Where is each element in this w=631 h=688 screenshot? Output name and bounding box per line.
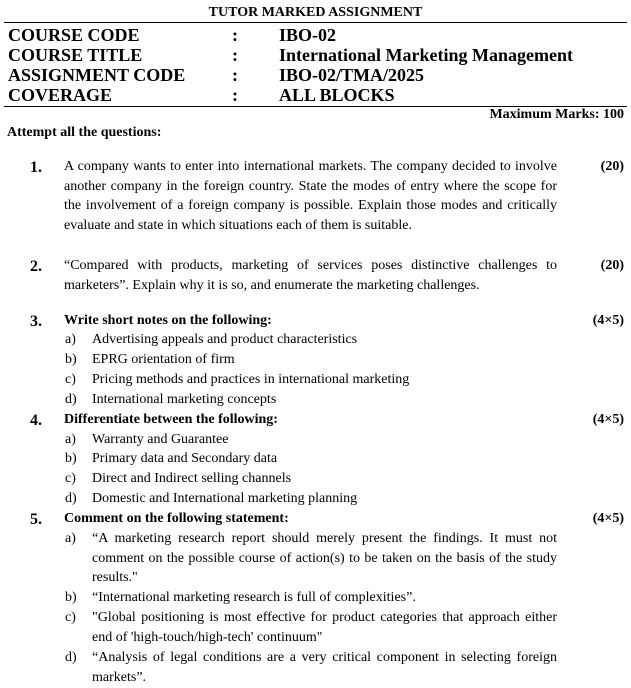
question-text: Comment on the following statement:: [64, 511, 289, 526]
item-label: c): [65, 610, 76, 625]
question-number: 2.: [30, 258, 42, 275]
item-text: “International marketing research is full of complexities”.: [92, 590, 416, 605]
question-text: “Compared with products, marketing of services poses distinctive challenges to marketers”. Explain why it is so, and enumerate the marketing challenges.: [64, 258, 557, 293]
top-rule: [4, 22, 627, 23]
coverage-label: COVERAGE: [8, 85, 113, 105]
item-label: a): [65, 332, 76, 347]
question-marks: (20): [600, 159, 624, 174]
question-number: 3.: [30, 313, 42, 330]
item-label: b): [65, 590, 77, 605]
maximum-marks: Maximum Marks: 100: [489, 107, 624, 122]
course-title-value: International Marketing Management: [279, 45, 573, 65]
question-marks: (4×5): [592, 412, 624, 427]
item-text: Pricing methods and practices in international marketing: [92, 372, 410, 387]
item-label: c): [65, 372, 76, 387]
item-label: b): [65, 352, 77, 367]
course-code-value: IBO-02: [279, 25, 337, 45]
item-text: International marketing concepts: [92, 392, 277, 407]
item-label: d): [65, 650, 77, 665]
item-label: c): [65, 471, 76, 486]
assignment-code-value: IBO-02/TMA/2025: [279, 65, 425, 85]
coverage-value: ALL BLOCKS: [279, 85, 395, 105]
item-text: "Global positioning is most effective for product categories that approach either end of 'high-touch/high-tech' continuum": [92, 610, 557, 645]
item-label: b): [65, 451, 77, 466]
course-title-colon: :: [232, 45, 238, 65]
item-text: “A marketing research report should merely present the findings. It must not comment on the possible course of action(s) to be taken on the basis of the study results.": [92, 531, 557, 586]
question-number: 5.: [30, 511, 42, 528]
question-marks: (4×5): [592, 511, 624, 526]
item-text: EPRG orientation of firm: [92, 352, 235, 367]
assignment-code-label: ASSIGNMENT CODE: [8, 65, 186, 85]
course-code-label: COURSE CODE: [8, 25, 140, 45]
question-text: Differentiate between the following:: [64, 412, 278, 427]
question-number: 4.: [30, 412, 42, 429]
question-marks: (20): [600, 258, 624, 273]
course-title-label: COURSE TITLE: [8, 45, 143, 65]
item-text: Warranty and Guarantee: [92, 432, 229, 447]
question-number: 1.: [30, 159, 42, 176]
document-title: TUTOR MARKED ASSIGNMENT: [208, 5, 423, 20]
item-text: Primary data and Secondary data: [92, 451, 278, 466]
instruction-text: Attempt all the questions:: [7, 125, 162, 140]
course-code-colon: :: [232, 25, 238, 45]
item-label: d): [65, 491, 77, 506]
item-text: “Analysis of legal conditions are a very critical component in selecting foreign markets”.: [92, 650, 557, 685]
item-text: Direct and Indirect selling channels: [92, 471, 292, 486]
item-label: a): [65, 531, 76, 546]
question-marks: (4×5): [592, 313, 624, 328]
item-text: Domestic and International marketing planning: [92, 491, 358, 506]
question-text: Write short notes on the following:: [64, 313, 272, 328]
question-text: A company wants to enter into international markets. The company decided to involve another company in the foreign country. State the modes of entry where the scope for the involvement of a foreign company is possible. Explain those modes and critically evaluate and state in which situations each of them is suitable.: [64, 159, 557, 234]
item-label: d): [65, 392, 77, 407]
assignment-code-colon: :: [232, 65, 238, 85]
item-text: Advertising appeals and product characteristics: [92, 332, 358, 347]
item-label: a): [65, 432, 76, 447]
coverage-colon: :: [232, 85, 238, 105]
